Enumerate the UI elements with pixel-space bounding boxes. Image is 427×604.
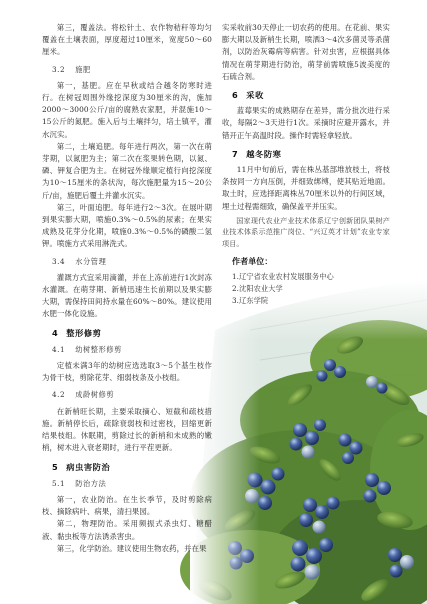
heading-number: 6	[232, 90, 239, 101]
subsection-heading	[52, 389, 212, 401]
heading-text: 整形修剪	[66, 327, 102, 338]
heading-text: 采收	[246, 90, 264, 101]
paragraph: 第三，化学防治。建议使用生物农药，并在果	[56, 543, 207, 553]
heading-text: 水分管理	[75, 256, 107, 266]
paragraph: 第三，叶面追肥。每年进行2～3次。在展叶期到果实膨大期，喷施0.3%～0.5%的尿素；在果实成熟及花芽分化期，喷施0.3%～0.5%的磷酸二氢钾。喷施方式采用淋洗式。	[42, 202, 212, 249]
paragraph: 在新梢旺长期，主要采取摘心、短截和疏枝措施。新梢停长后，疏除衰弱枝和过密枝，回缩更新结果枝组。休眠期，剪除过长的新梢和未成熟的嫩梢，树木进入衰老期时，进行平茬更新。	[42, 406, 212, 453]
paragraph: 定植未满3年的幼树应选选取3～5个基生枝作为骨干枝，剪除花芽、细弱枝条及小枝组。	[42, 361, 212, 383]
subsection-heading	[52, 344, 212, 356]
heading-text: 成龄树修剪	[75, 390, 115, 400]
paragraph: 实采收前30天停止一切农药的使用。在花前、果实膨大期以及新梢生长期，喷洒3～4次多菌灵等杀菌剂，以防治灰霉病等病害。针对虫害，应根据具体情况在萌芽期进行防治，萌芽前需喷施5波美度的石硫合剂。	[222, 23, 390, 81]
heading-text: 越冬防寒	[246, 148, 282, 159]
heading-number: 3.2	[52, 64, 66, 74]
section-heading	[52, 327, 212, 339]
section-heading	[52, 461, 212, 473]
right-column	[222, 22, 390, 307]
heading-text: 病虫害防治	[66, 461, 111, 472]
author-affiliation-title: 作者单位：	[232, 257, 273, 267]
heading-text: 防治方法	[75, 478, 107, 488]
subsection-heading	[52, 256, 212, 268]
author-affiliation: 1.辽宁省农业农村发展服务中心	[232, 271, 334, 281]
heading-text: 施肥	[75, 64, 91, 74]
heading-number: 5.1	[52, 478, 66, 488]
author-affiliation: 2.沈阳农业大学	[232, 283, 283, 293]
heading-text: 幼树整形修剪	[75, 344, 122, 354]
left-column	[42, 22, 212, 555]
subsection-heading	[52, 478, 212, 490]
heading-number: 4.2	[52, 390, 66, 400]
heading-number: 4.1	[52, 344, 66, 354]
paragraph: 蓝莓果实的成熟期存在差异，需分批次进行采收，每隔2～3天进行1次。采摘时应避开露水，并错开正午高温时段。操作时需轻拿轻放。	[222, 106, 390, 140]
heading-number: 4	[52, 327, 59, 338]
paragraph: 第二，物理防治。采用频振式杀虫灯、糖醋液、黏虫板等方法诱杀害虫。	[42, 519, 212, 541]
heading-number: 5	[52, 461, 59, 472]
paragraph: 第一，基肥。应在早秋或结合越冬防寒时进行。在树冠周围外缘挖深度为30厘米的沟，施加2000～3000公斤/亩的腐熟农家肥，并混施10～15公斤的氮肥。施入后与土壤拌匀，培土镇平，灌水沉实。	[42, 80, 212, 139]
heading-number: 3.4	[52, 256, 66, 266]
heading-number: 7	[232, 148, 239, 159]
subsection-heading	[52, 64, 212, 76]
author-affiliation: 3.辽东学院	[232, 295, 269, 305]
paragraph: 第三，覆盖法。将松针土、农作物秸秆等均匀覆盖在土壤表面，厚度超过10厘米，宽度50～60厘米。	[42, 23, 212, 57]
section-heading	[232, 89, 390, 101]
paragraph: 11月中旬前后，需在株丛基部堆放枝土，将枝条按同一方向压倒，并细致绑缚，使其贴近地面。取土时，应选择距离株丛70厘米以外的行间区域，埋土过程需细致，确保盖平并压实。	[222, 165, 390, 211]
funding-note: 国家现代农业产业技术体系辽宁创新团队果树产业技术体系示范推广岗位、“兴辽英才计划”农业专家项目。	[222, 215, 390, 248]
paragraph: 第一，农业防治。在生长季节，及时剪除病枝、摘除病叶、病果，清扫果园。	[42, 494, 212, 517]
section-heading	[232, 148, 390, 160]
paragraph: 灌溉方式宜采用滴灌，并在上冻前进行1次封冻水灌溉。在萌芽期、新梢迅速生长前期以及果实膨大期，需保持田间持水量在60%～80%。建议使用水肥一体化设施。	[42, 272, 212, 319]
paragraph: 第二，土壤追肥。每年进行两次，第一次在萌芽期，以氮肥为主；第二次在浆果转色期，以氮、磷、钾复合肥为主。在树冠外缘顺定植行向挖深度为10～15厘米的条状沟，每次施肥量为15～20公斤/亩，施肥后覆土并灌水沉实。	[42, 141, 212, 200]
